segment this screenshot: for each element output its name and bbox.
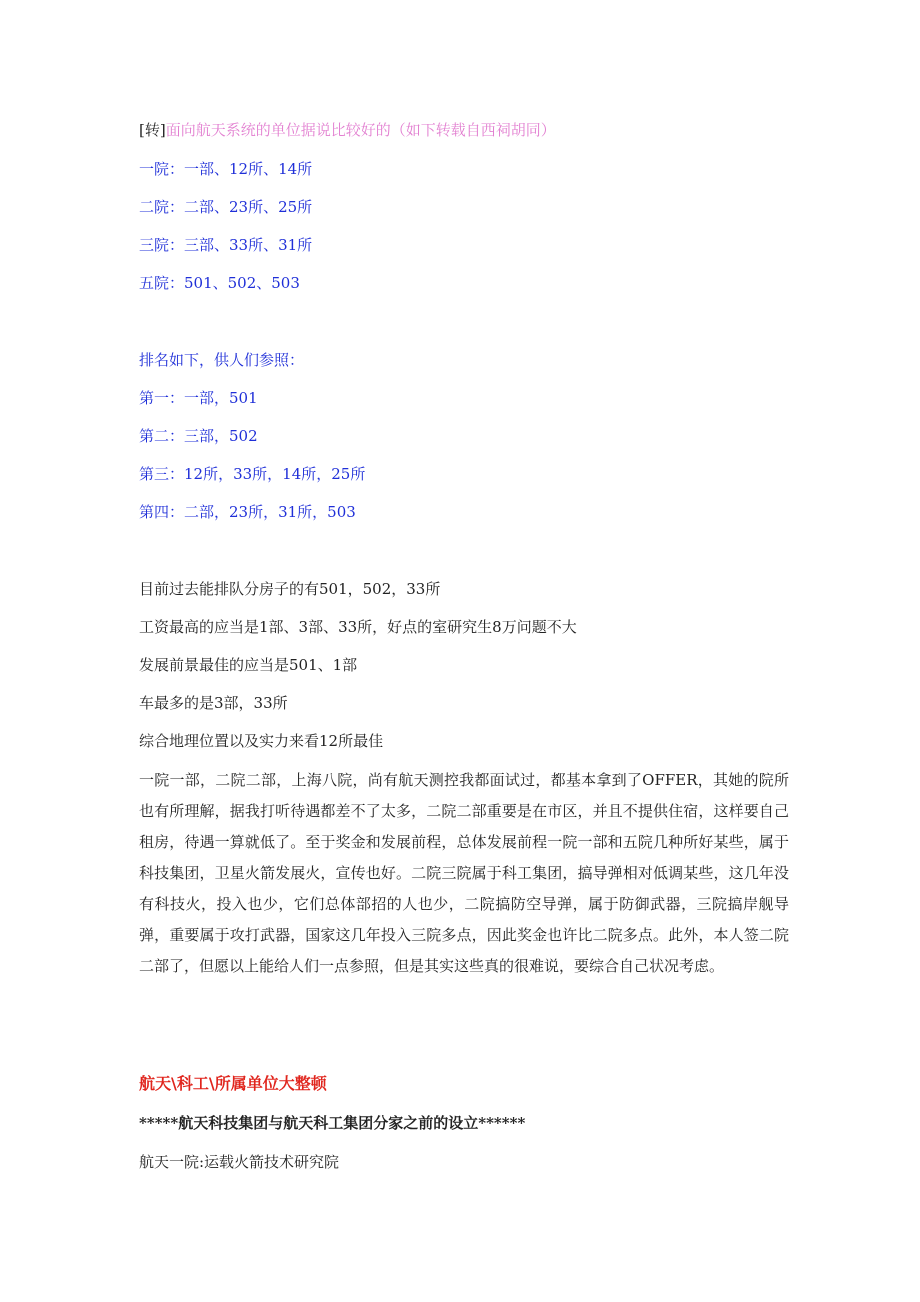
institute-line-3: 三院：三部、33所、31所: [139, 236, 313, 254]
experience-paragraph: 一院一部，二院二部，上海八院，尚有航天测控我都面试过，都基本拿到了OFFER，其她的院所也有所理解，据我打听待遇都差不了太多，二院二部重要是在市区，并且不提供住宿，这样要自己租房，待遇一算就低了。至于奖金和发展前程，总体发展前程一院一部和五院几种所好某些，属于科技集团，卫星火箭发展火，宣传也好。二院三院属于科工集团，搞导弹相对低调某些，这几年没有科技火，投入也少，它们总体部招的人也少，二院搞防空导弹，属于防御武器，三院搞岸舰导弹，重要属于攻打武器，国家这几年投入三院多点，因此奖金也许比二院多点。此外，本人签二院二部了，但愿以上能给人们一点参照，但是其实这些真的很难说，要综合自己状况考虑。: [139, 771, 789, 975]
ranking-item-4: 第四：二部，23所，31所，503: [139, 503, 356, 521]
note-line-3: 发展前景最佳的应当是501、1部: [139, 656, 358, 674]
section-item-1: 航天一院:运载火箭技术研究院: [139, 1153, 340, 1171]
ranking-item-2: 第二：三部，502: [139, 427, 258, 445]
ranking-item-1: 第一：一部，501: [139, 389, 258, 407]
ranking-intro: 排名如下，供人们参照：: [139, 351, 305, 369]
note-line-5: 综合地理位置以及实力来看12所最佳: [139, 732, 384, 750]
ranking-item-3: 第三：12所，33所，14所，25所: [139, 465, 366, 483]
note-line-2: 工资最高的应当是1部、3部、33所，好点的室研究生8万问题不大: [139, 618, 577, 636]
section-subheading: *****航天科技集团与航天科工集团分家之前的设立******: [139, 1114, 526, 1132]
note-line-4: 车最多的是3部，33所: [139, 694, 288, 712]
repost-tag: [转]: [139, 121, 166, 139]
institute-line-2: 二院：二部、23所、25所: [139, 198, 313, 216]
section-heading: 航天\科工\所属单位大整顿: [139, 1074, 327, 1093]
article-title: 面向航天系统的单位据说比较好的（如下转载自西祠胡同）: [165, 121, 556, 139]
article-header: [139, 120, 556, 140]
note-line-1: 目前过去能排队分房子的有501，502，33所: [139, 580, 441, 598]
institute-line-4: 五院：501、502、503: [139, 274, 300, 292]
institute-line-1: 一院：一部、12所、14所: [139, 160, 313, 178]
